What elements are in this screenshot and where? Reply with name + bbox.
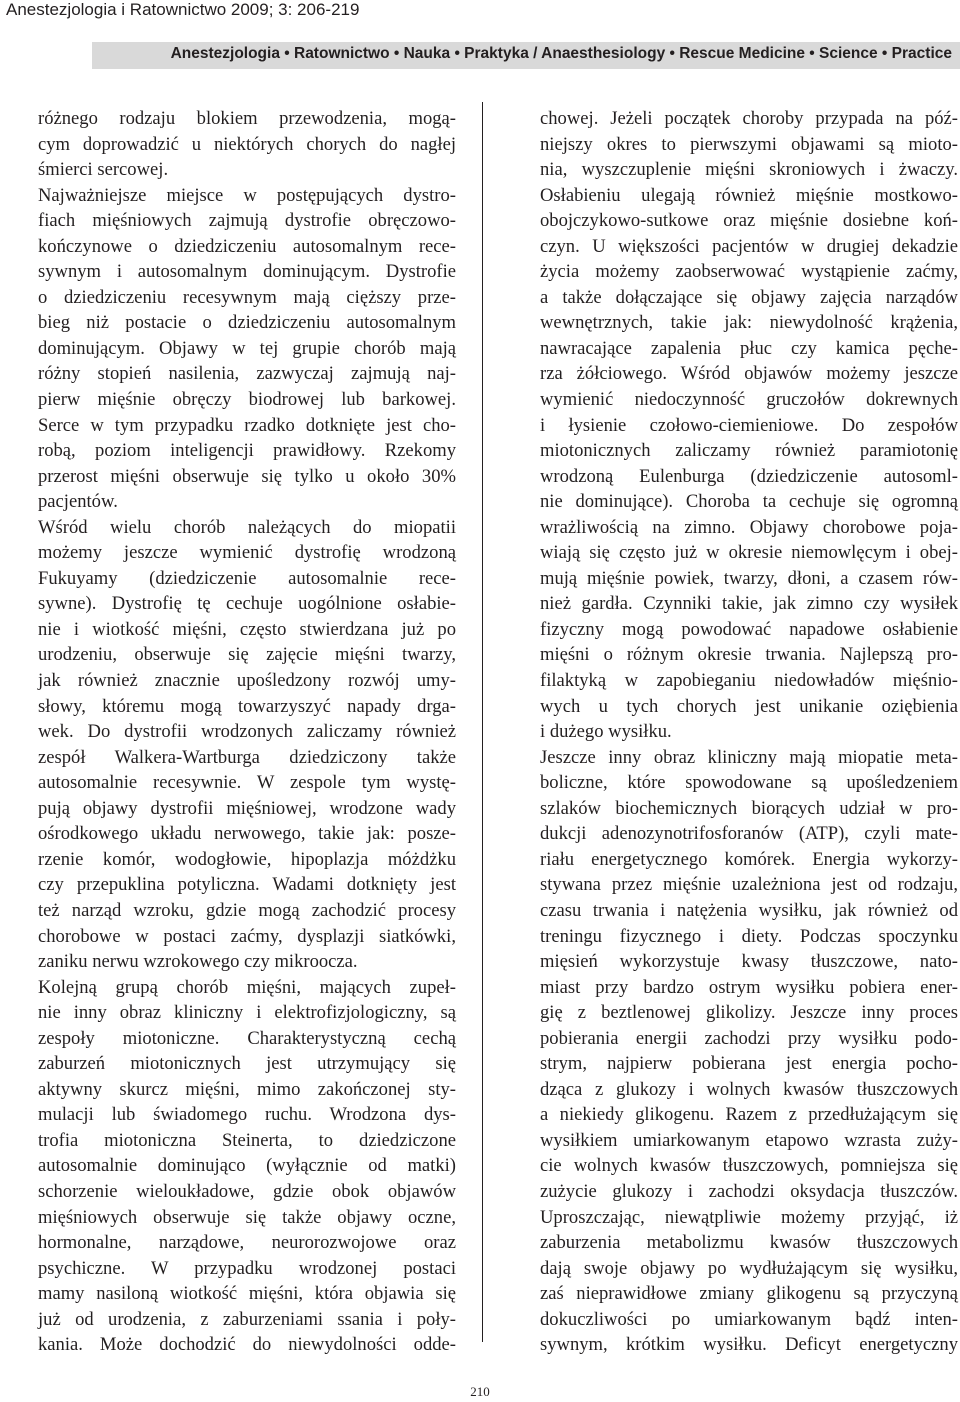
text-line: cym doprowadzić u niektórych chorych do nagłej	[38, 133, 456, 155]
text-line: różny stopień nasilenia, zazwyczaj zajmują naj-	[38, 363, 456, 385]
text-line: wysiłkiem umiarkowanym etapowo wzrasta zuży-	[540, 1129, 958, 1151]
text-line: hormonalne, narządowe, neurorozwojowe oraz	[38, 1232, 456, 1254]
text-line: miast przy bardzo ostrym wysiłku pobiera ener-	[540, 976, 958, 998]
text-line: przerost mięśni obserwuje się tylko u około 30%	[38, 465, 456, 487]
text-line: Jeszcze inny obraz kliniczny mają miopatie meta-	[540, 746, 958, 768]
text-line: nia, wyszczuplenie mięśni skroniowych i żwaczy.	[540, 159, 958, 181]
text-line: dokuczliwości po umiarkowanym bądź inten-	[540, 1308, 958, 1330]
text-line: czyn. U większości pacjentów w drugiej dekadzie	[540, 235, 958, 257]
text-line: zaniku nerwu wzrokowego czy mikroocza.	[38, 951, 358, 973]
text-line: nawracające zapalenia płuc czy kamica pęche-	[540, 337, 958, 359]
column-divider	[482, 102, 483, 1342]
text-line: pobierania energii zachodzi przy wysiłku podo-	[540, 1027, 958, 1049]
text-line: i łysienie czołowo-ciemieniowe. Do zespołów	[540, 414, 958, 436]
text-line: miotonicznych zaliczamy również paramiotonię	[540, 440, 958, 462]
text-line: kania. Może dochodzić do niewydolności odde-	[38, 1334, 456, 1356]
text-line: czy przepuklina potyliczna. Wadami dotknięty jest	[38, 874, 456, 896]
text-line: nie inny obraz kliniczny i elektrofizjologiczny, są	[38, 1002, 456, 1024]
text-line: mięśni o różnym okresie trwania. Najlepszą pro-	[540, 644, 958, 666]
page-number: 210	[470, 1384, 490, 1399]
text-line: autosomalnie recesywnie. W zespole tym wystę-	[38, 772, 456, 794]
text-line: już od urodzenia, z zaburzeniami ssania i poły-	[38, 1308, 456, 1330]
text-line: bieg niż postacie o dziedziczeniu autosomalnym	[38, 312, 456, 334]
right-text-column	[540, 106, 958, 1358]
text-line: kończynowe o dziedziczeniu autosomalnym rece-	[38, 235, 456, 257]
text-line: fiach mięśniowych zajmują dystrofie obręczowo-	[38, 210, 456, 232]
text-line: filaktyką w zapobieganiu niedowładów mięśnio-	[540, 670, 958, 692]
text-line: wek. Do dystrofii wrodzonych zaliczamy również	[38, 721, 456, 743]
text-line: wych u tych chorych jest unikanie oziębienia	[540, 695, 958, 717]
text-line: nie dominujące). Choroba ta cechuje się ogromną	[540, 491, 958, 513]
text-line: mięsień wykorzystuje kwasy tłuszczowe, nato-	[540, 951, 958, 973]
running-header-text: Anestezjologia • Ratownictwo • Nauka • Praktyka / Anaesthesiology • Rescue Medicine • Science • Practice	[170, 45, 952, 62]
text-line: niejszy okres to pierwszymi objawami są mioto-	[540, 133, 958, 155]
text-line: dominującym. Objawy w tej grupie chorób mają	[38, 337, 456, 359]
text-line: szlaków biochemicznych biorących udział w pro-	[540, 797, 958, 819]
text-line: wrodzoną Eulenburga (dziedziczenie autosoml-	[540, 465, 958, 487]
text-line: aktywny skurcz mięśni, mimo zakończonej sty-	[38, 1078, 456, 1100]
text-line: robą, poziom inteligencji prawidłowy. Rzekomy	[38, 440, 456, 462]
text-line: mięśniowych obserwuje się także objawy oczne,	[38, 1206, 456, 1228]
text-line: zaburzenia metabolizmu kwasów tłuszczowych	[540, 1232, 958, 1254]
text-line: zaś nieprawidłowe zmiany glikogenu są przyczyną	[540, 1283, 958, 1305]
text-line: rzenie komór, wodogłowie, hipoplazja móżdżku	[38, 848, 456, 870]
text-line: Najważniejsze miejsce w postępujących dystro-	[38, 184, 456, 206]
text-line: o dziedziczeniu recesywnym mają cięższy prze-	[38, 286, 456, 308]
text-line: sywnym, krótkim wysiłku. Deficyt energetyczny	[540, 1334, 958, 1356]
text-line: a niekiedy glikogenu. Razem z przedłużającym się	[540, 1104, 958, 1126]
text-line: ośrodkowego układu nerwowego, takie jak: posze-	[38, 823, 456, 845]
text-line: wiają się często już w okresie niemowlęcym i obej-	[540, 542, 958, 564]
text-line: czasu trwania i natężenia wysiłku, jak również od	[540, 899, 958, 921]
text-line: stywana przez mięśnie uzależniona jest od rodzaju,	[540, 874, 958, 896]
text-line: mulacji lub świadomego ruchu. Wrodzona dys-	[38, 1104, 456, 1126]
text-line: i dużego wysiłku.	[540, 721, 672, 743]
left-text-column	[38, 106, 456, 1358]
text-line: urodzeniu, obserwuje się zajęcie mięśni twarzy,	[38, 644, 456, 666]
text-line: riału energetycznego komórek. Energia wykorzy-	[540, 848, 958, 870]
text-line: dają swoje objawy po wydłużającym się wysiłku,	[540, 1257, 958, 1279]
text-line: dukcji adenozynotrifosforanów (ATP), czyli mate-	[540, 823, 958, 845]
text-line: dząca z glukozy i wolnych kwasów tłuszczowych	[540, 1078, 958, 1100]
text-line: Serce w tym przypadku rzadko dotknięte jest cho-	[38, 414, 456, 436]
text-line: Osłabieniu ulegają również mięśnie mostkowo-	[540, 184, 958, 206]
text-line: fizyczny mogą powodować napadowe osłabienie	[540, 618, 958, 640]
text-line: chorobowe w postaci zaćmy, dysplazji siatkówki,	[38, 925, 456, 947]
text-line: wymienić niedoczynność gruczołów dokrewnych	[540, 389, 958, 411]
text-line: a także dołączające się objawy zajęcia narządów	[540, 286, 958, 308]
text-line: Uproszczając, niewątpliwie możemy przyjąć, iż	[540, 1206, 958, 1228]
text-line: strym, najpierw pobierana jest energia pocho-	[540, 1053, 958, 1075]
text-line: mamy nasiloną wiotkość mięśni, która objawia się	[38, 1283, 456, 1305]
text-line: pacjentów.	[38, 491, 118, 513]
running-header-bar	[92, 42, 960, 69]
text-line: śmierci sercowej.	[38, 159, 169, 181]
text-line: gię z beztlenowej glikolizy. Jeszcze inny proces	[540, 1002, 958, 1024]
text-line: schorzenie wieloukładowe, gdzie obok objawów	[38, 1180, 456, 1202]
text-line: pują objawy dystrofii mięśniowej, wrodzone wady	[38, 797, 456, 819]
text-line: wrażliwością na zimno. Objawy chorobowe poja-	[540, 516, 958, 538]
journal-reference: Anestezjologia i Ratownictwo 2009; 3: 206-219	[6, 0, 360, 19]
text-line: nież gardła. Czynniki takie, jak zimno czy wysiłek	[540, 593, 958, 615]
text-line: chowej. Jeżeli początek choroby przypada na póź-	[540, 108, 958, 129]
text-line: psychiczne. W przypadku wrodzonej postaci	[38, 1257, 456, 1279]
text-line: obojczykowo-sutkowe oraz mięśnie dosiebne koń-	[540, 210, 958, 232]
text-line: autosomalnie dominująco (wyłącznie od matki)	[38, 1155, 456, 1177]
text-line: wewnętrznych, takie jak: niewydolność krążenia,	[540, 312, 958, 334]
text-line: możemy jeszcze wymienić dystrofię wrodzoną	[38, 542, 456, 564]
text-line: treningu fizycznego i diety. Podczas spoczynku	[540, 925, 958, 947]
text-line: boliczne, które spowodowane są upośledzeniem	[540, 772, 958, 794]
text-line: Fukuyamy (dziedziczenie autosomalnie rece-	[38, 567, 456, 589]
text-line: słowy, któremu mogą towarzyszyć napady drga-	[38, 695, 456, 717]
text-line: zaburzeń miotonicznych jest utrzymujący się	[38, 1053, 456, 1075]
text-line: różnego rodzaju blokiem przewodzenia, mogą-	[38, 108, 456, 129]
text-line: jak również znacznie upośledzony rozwój umy-	[38, 670, 456, 692]
text-line: zużycie glukozy i zachodzi oksydacja tłuszczów.	[540, 1180, 958, 1202]
text-line: nie i wiotkość mięśni, często stwierdzana już po	[38, 618, 456, 640]
text-line: rza żółciowego. Wśród objawów możemy jeszcze	[540, 363, 958, 385]
text-line: cie wolnych kwasów tłuszczowych, pomniejsza się	[540, 1155, 958, 1177]
text-line: życia możemy zaobserwować wystąpienie zaćmy,	[540, 261, 958, 283]
text-line: Kolejną grupą chorób mięśni, mających zupeł-	[38, 976, 456, 998]
text-line: zespoły miotoniczne. Charakterystyczną cechą	[38, 1027, 456, 1049]
text-line: mują mięśnie powiek, twarzy, dłoni, a czasem rów-	[540, 567, 958, 589]
text-line: trofia miotoniczna Steinerta, to dziedziczone	[38, 1129, 456, 1151]
text-line: Wśród wielu chorób należących do miopatii	[38, 516, 456, 538]
text-line: zespół Walkera-Wartburga dziedziczony także	[38, 746, 456, 768]
text-line: sywnym i autosomalnym dominującym. Dystrofie	[38, 261, 456, 283]
text-line: sywne). Dystrofię tę cechuje uogólnione osłabie-	[38, 593, 456, 615]
text-line: pierw mięśnie obręczy biodrowej lub barkowej.	[38, 389, 456, 411]
text-line: też narząd wzroku, gdzie mogą zachodzić procesy	[38, 899, 456, 921]
